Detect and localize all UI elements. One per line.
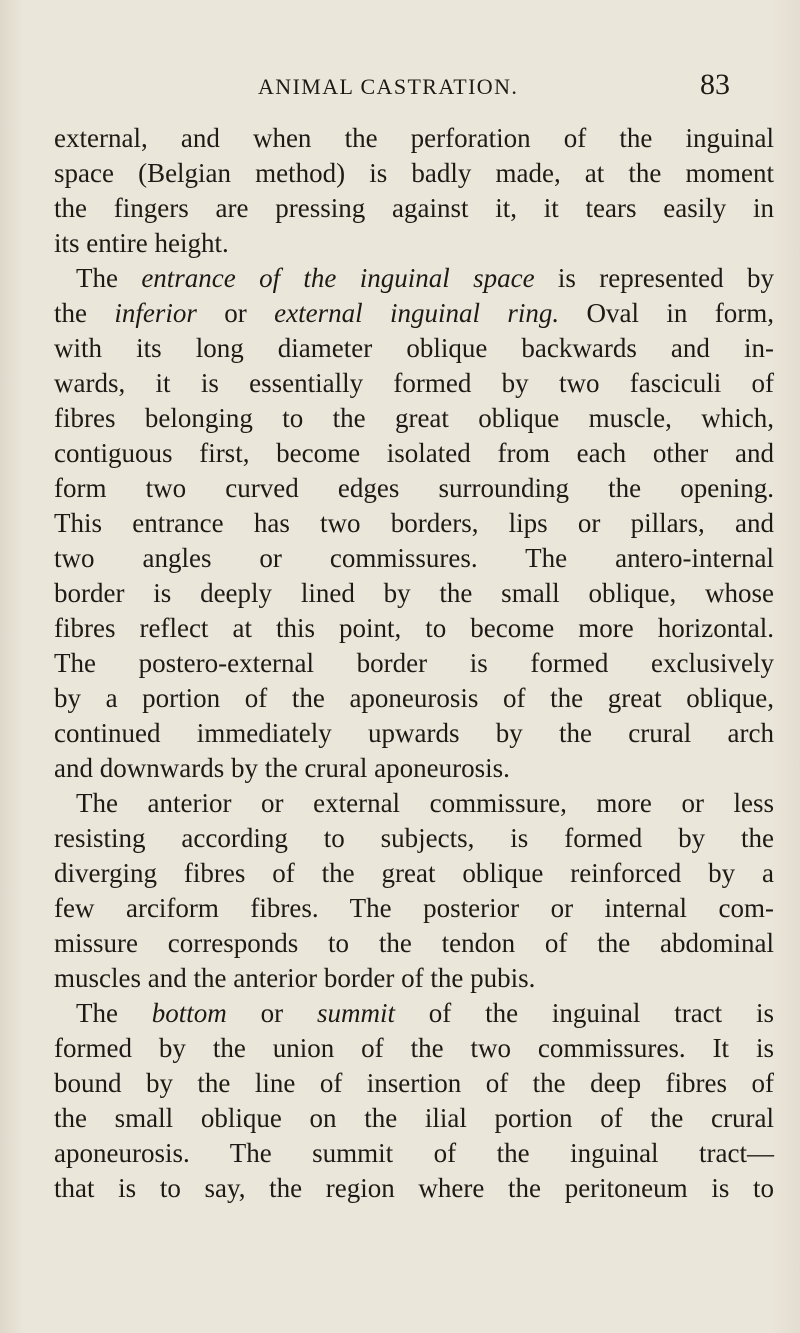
text-line: space (Belgian method) is badly made, at the moment	[54, 158, 774, 188]
text-line: diverging fibres of the great oblique reinforced by a	[54, 858, 774, 888]
text-line: continued immediately upwards by the crural arch	[54, 718, 774, 748]
running-head	[0, 68, 800, 108]
text-line: The postero-external border is formed exclusively	[54, 648, 774, 678]
text-line: This entrance has two borders, lips or pillars, and	[54, 508, 774, 538]
text-line: contiguous first, become isolated from each other and	[54, 438, 774, 468]
page-number: 83	[700, 68, 730, 101]
italic-term: bottom	[151, 998, 227, 1028]
text-line: and downwards by the crural aponeurosis.	[54, 753, 510, 783]
text-line: The bottom or summit of the inguinal tract is	[76, 998, 774, 1028]
text-line: border is deeply lined by the small oblique, whose	[54, 578, 774, 608]
italic-term: inferior	[114, 298, 197, 328]
text-line: fibres belonging to the great oblique muscle, which,	[54, 403, 774, 433]
text-line: aponeurosis. The summit of the inguinal tract—	[54, 1138, 774, 1168]
text-line: muscles and the anterior border of the pubis.	[54, 963, 536, 993]
body-text	[54, 121, 774, 1206]
text-line: few arciform fibres. The posterior or internal com-	[54, 893, 774, 923]
text-line: bound by the line of insertion of the deep fibres of	[54, 1068, 774, 1098]
text-line: The anterior or external commissure, more or less	[76, 788, 774, 818]
text-line: the small oblique on the ilial portion of the crural	[54, 1103, 774, 1133]
text-line: wards, it is essentially formed by two fasciculi of	[54, 368, 774, 398]
running-title: ANIMAL CASTRATION.	[258, 74, 519, 99]
text-line: formed by the union of the two commissures. It is	[54, 1033, 774, 1063]
text-line: fibres reflect at this point, to become more horizontal.	[54, 613, 774, 643]
text-line: its entire height.	[54, 228, 229, 258]
text-line: the inferior or external inguinal ring. Oval in form,	[54, 298, 774, 328]
text-line: with its long diameter oblique backwards and in-	[54, 333, 774, 363]
text-line: the fingers are pressing against it, it tears easily in	[54, 193, 774, 223]
italic-term: entrance of the inguinal space	[141, 263, 535, 293]
text-line: two angles or commissures. The antero-internal	[54, 543, 774, 573]
text-line: external, and when the perforation of the inguinal	[54, 123, 774, 153]
text-line: The entrance of the inguinal space is represented by	[76, 263, 774, 293]
text-line: by a portion of the aponeurosis of the great oblique,	[54, 683, 774, 713]
text-line: missure corresponds to the tendon of the abdominal	[54, 928, 774, 958]
text-line: form two curved edges surrounding the opening.	[54, 473, 774, 503]
italic-term: summit	[316, 998, 395, 1028]
italic-term: external inguinal ring.	[274, 298, 560, 328]
text-line: that is to say, the region where the peritoneum is to	[54, 1173, 774, 1203]
text-line: resisting according to subjects, is formed by the	[54, 823, 774, 853]
